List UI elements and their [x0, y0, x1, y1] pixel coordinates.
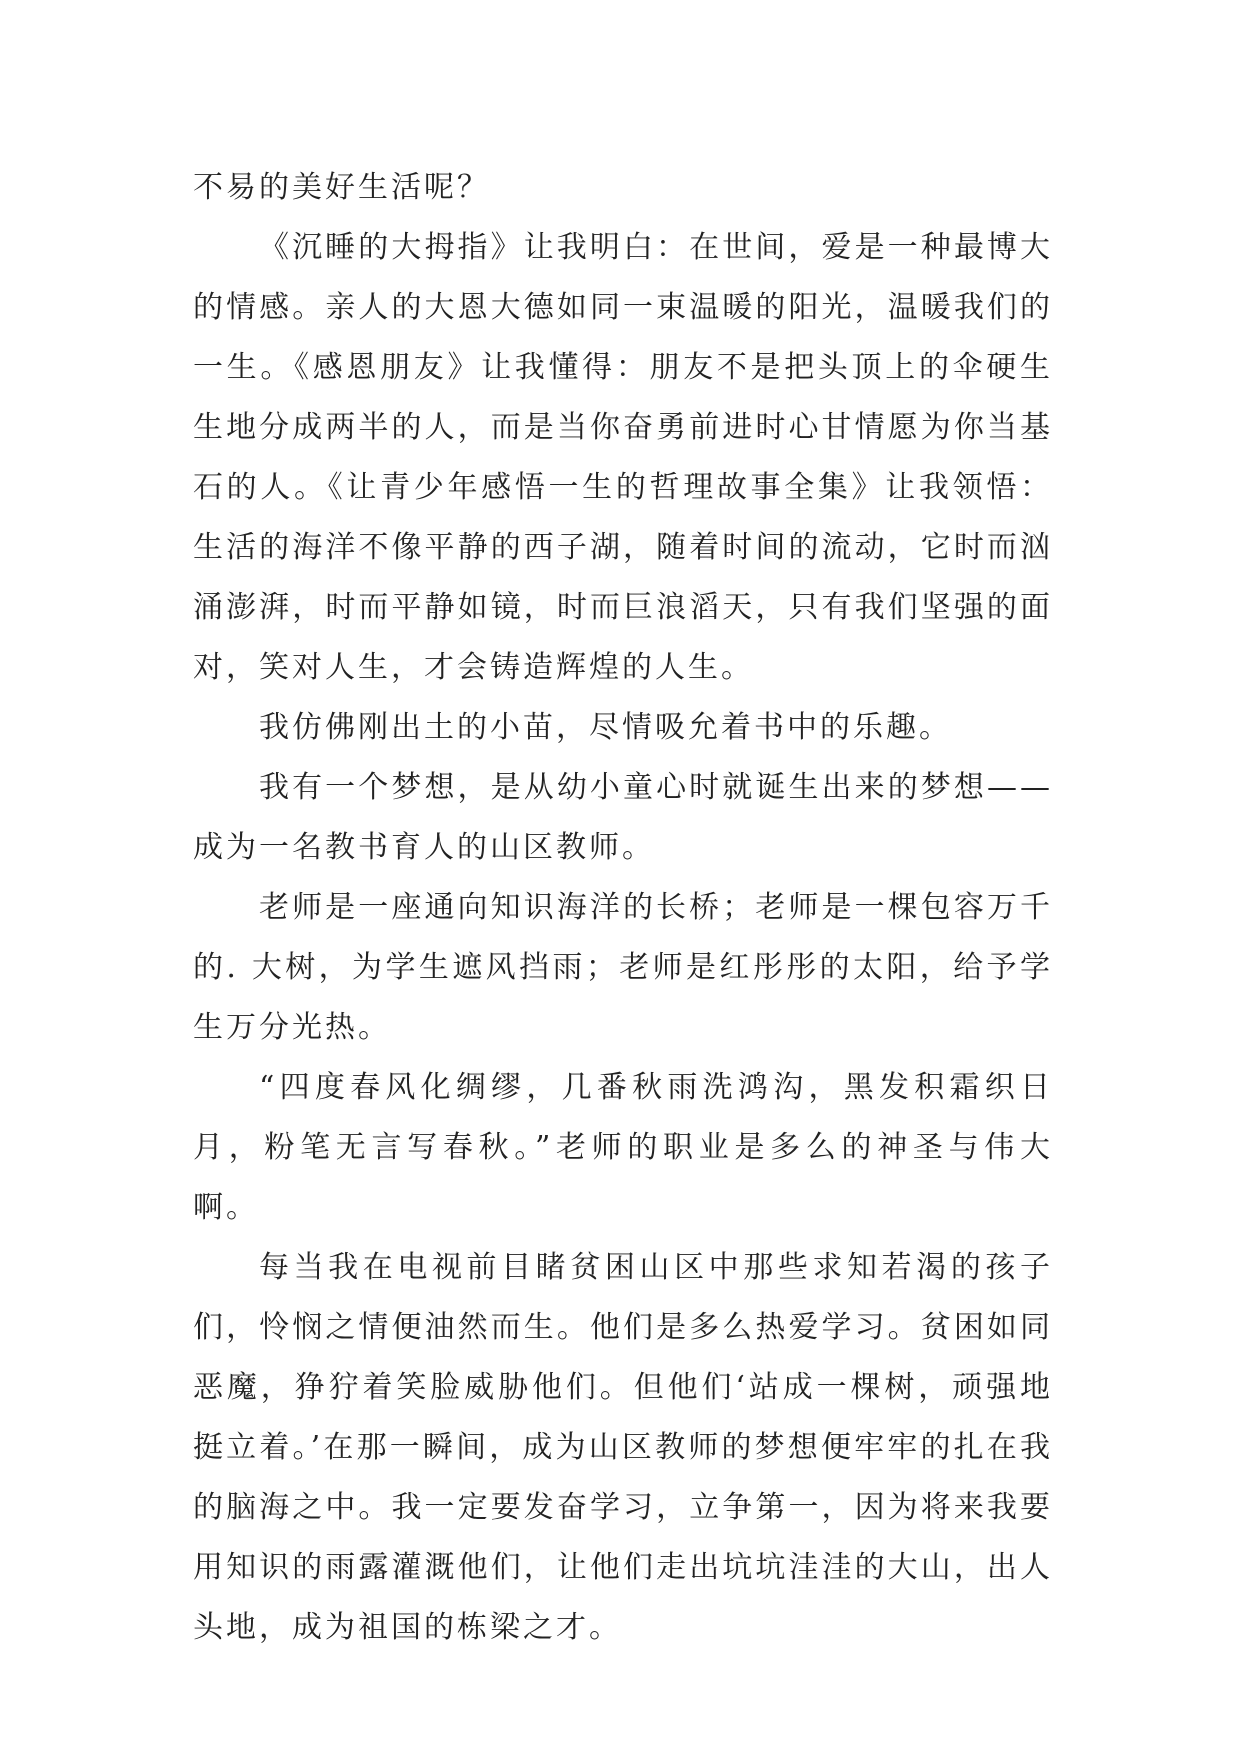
paragraph-4: 我有一个梦想，是从幼小童心时就诞生出来的梦想——成为一名教书育人的山区教师。 [193, 770, 1053, 865]
paragraph-6: “四度春风化绸缪，几番秋雨洗鸿沟，黑发积霜织日月，粉笔无言写春秋。”老师的职业是多么的神圣与伟大啊。 [193, 1070, 1053, 1225]
paragraph-1: 不易的美好生活呢？ [193, 170, 490, 205]
document-body [193, 158, 1053, 1658]
paragraph-7: 每当我在电视前目睹贫困山区中那些求知若渴的孩子们，怜悯之情便油然而生。他们是多么热爱学习。贫困如同恶魔，狰狞着笑脸威胁他们。但他们‘站成一棵树，顽强地挺立着。’在那一瞬间，成为山区教师的梦想便牢牢的扎在我的脑海之中。我一定要发奋学习，立争第一，因为将来我要用知识的雨露灌溉他们，让他们走出坑坑洼洼的大山，出人头地，成为祖国的栋梁之才。 [193, 1250, 1053, 1645]
paragraph-3: 我仿佛刚出土的小苗，尽情吸允着书中的乐趣。 [259, 710, 952, 745]
paragraph-5: 老师是一座通向知识海洋的长桥；老师是一棵包容万千的. 大树，为学生遮风挡雨；老师是红彤彤的太阳，给予学生万分光热。 [193, 890, 1053, 1045]
paragraph-2: 《沉睡的大拇指》让我明白：在世间，爱是一种最博大的情感。亲人的大恩大德如同一束温暖的阳光，温暖我们的一生。《感恩朋友》让我懂得：朋友不是把头顶上的伞硬生生地分成两半的人，而是当你奋勇前进时心甘情愿为你当基石的人。《让青少年感悟一生的哲理故事全集》让我领悟：生活的海洋不像平静的西子湖，随着时间的流动，它时而汹涌澎湃，时而平静如镜，时而巨浪滔天，只有我们坚强的面对，笑对人生，才会铸造辉煌的人生。 [193, 230, 1053, 685]
